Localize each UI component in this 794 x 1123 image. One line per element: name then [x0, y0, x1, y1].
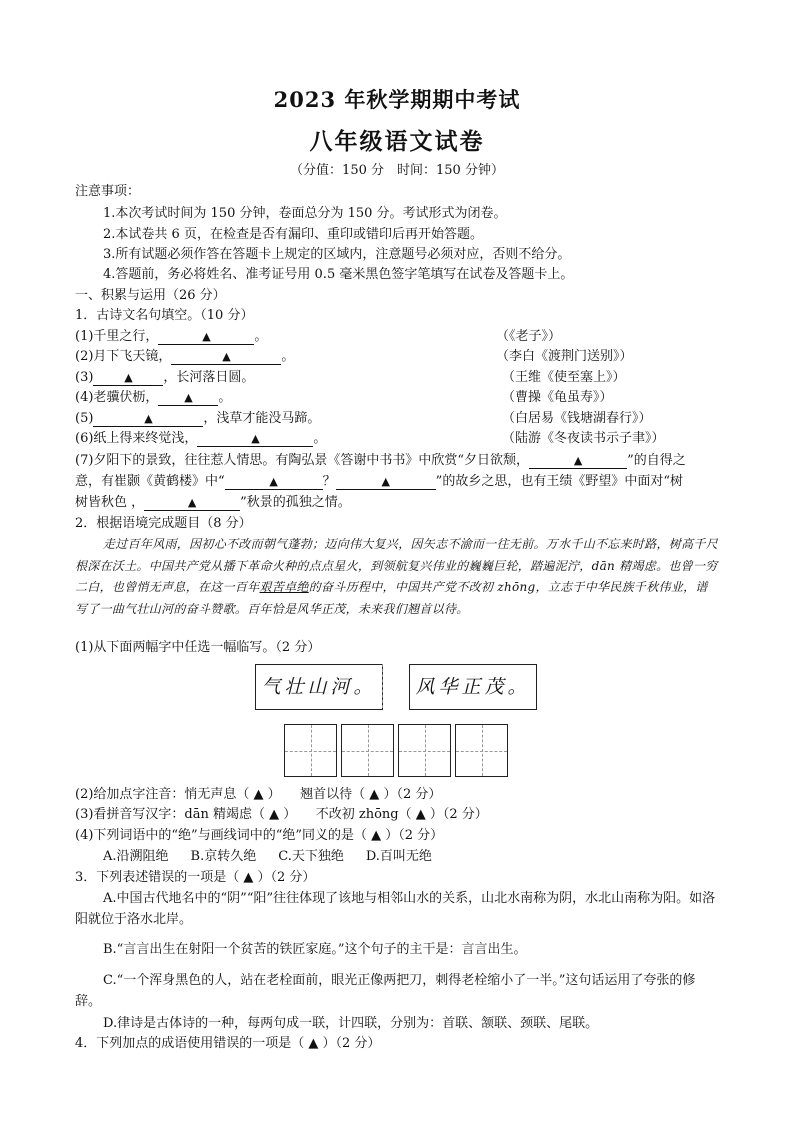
copy-grid: [284, 724, 508, 777]
note-item-1: 1.本次考试时间为 150 分钟，卷面总分为 150 分。考试形式为闭卷。: [103, 206, 507, 221]
underlined-word: 艰苦卓绝: [259, 580, 309, 594]
q3-option-b: B.“言言出生在射阳一个贫苦的铁匠家庭。”这个句子的主干是：言言出生。: [103, 942, 527, 957]
q1-item-7-line3: 树皆秋色 ， ▲ ”秋景的孤独之情。: [75, 495, 351, 510]
grid-cell: [341, 724, 394, 777]
q1-source-5: （白居易《钱塘湖春行》）: [502, 411, 652, 426]
q1-item-7-line1: (7)夕阳下的景致，往往惹人情思。有陶弘景《答谢中书书》中欣赏“夕日欲颓， ▲ ”的自得之: [75, 453, 686, 468]
section-1-title: 一、积累与运用（26 分）: [75, 288, 226, 303]
question-2-title: 2．根据语境完成题目（8 分）: [75, 516, 252, 531]
answer-blank: ▲: [158, 390, 218, 406]
note-item-3: 3.所有试题必须作答在答题卡上规定的区域内，注意题号必须对应，否则不给分。: [103, 247, 571, 262]
q2-sub-1: (1)从下面两幅字中任选一幅临写。（2 分）: [75, 640, 321, 655]
note-item-4: 4.答题前，务必将姓名、准考证号用 0.5 毫米黑色签字笔填写在试卷及答题卡上。: [103, 267, 574, 282]
q1-source-3: （王维《使至塞上》）: [502, 370, 626, 385]
calligraphy-sample-left: 气壮山河。: [255, 664, 383, 710]
grid-cell: [455, 724, 508, 777]
q1-item-1: (1)千里之行， ▲ 。: [75, 329, 268, 344]
q1-item-6: (6)纸上得来终觉浅， ▲ 。: [75, 431, 327, 446]
answer-blank: ▲: [171, 349, 281, 365]
q2-passage: 走过百年风雨，因初心不改而朝气蓬勃；迈向伟大复兴，因矢志不渝而一往无前。万水千山不忘来时路，树高千尺根深在沃土。中国共产党从播下革命火种的点点星火，到领航复兴伟业的巍巍巨轮，踏遍泥泞，dān 精竭虑。也曾一穷二白，也曾悄无声息，在这一百年艰苦卓绝的奋斗历程中，中国共产党不改初 zhōng，立志于中华民族千秋伟业，谱写了一曲气壮山河的奋斗赞歌。百年恰是风华正茂，未来我们翘首以待。: [75, 537, 719, 616]
grid-cell: [284, 724, 337, 777]
exam-title: 2023 年秋学期期中考试: [273, 87, 521, 112]
note-item-2: 2.本试卷共 6 页，在检查是否有漏印、重印或错印后再开始答题。: [103, 227, 483, 242]
answer-blank: ▲: [144, 495, 240, 511]
q2-sub-2: (2)给加点字注音：悄无声息（ ▲ ） 翘首以待（ ▲ ）（2 分）: [75, 787, 442, 802]
grid-cell: [398, 724, 451, 777]
answer-blank: ▲: [529, 453, 627, 469]
answer-blank: ▲: [93, 370, 163, 386]
q3-option-a: A.中国古代地名中的“阴”“阳”往往体现了该地与相邻山水的关系，山北水南称为阴，水北山南称为阳。如洛阳就位于洛水北岸。: [75, 891, 716, 927]
q2-sub-4: (4)下列词语中的“绝”与画线词中的“绝”同义的是（ ▲ ）（2 分）: [75, 828, 444, 843]
q1-source-1: （《老子》）: [496, 329, 562, 344]
q2-sub-3: (3)看拼音写汉字：dān 精竭虑（ ▲ ） 不改初 zhōng（ ▲ ）（2 分）: [75, 807, 488, 822]
answer-blank: ▲: [336, 474, 436, 490]
answer-blank: ▲: [197, 431, 313, 447]
option-c: C.天下独绝: [278, 849, 344, 864]
question-3-title: 3．下列表述错误的一项是（ ▲ ）（2 分）: [75, 870, 316, 885]
q1-item-7-line2: 意，有崔颢《黄鹤楼》中“ ▲ ？ ▲ ”的故乡之思，也有王绩《野望》中面对“树: [75, 474, 683, 489]
notes-label: 注意事项：: [75, 184, 141, 199]
option-d: D.百叫无绝: [365, 849, 432, 864]
question-4-title: 4．下列加点的成语使用错误的一项是（ ▲ ）（2 分）: [75, 1036, 381, 1051]
q2-sub-4-options: [103, 848, 454, 866]
q1-source-2: （李白《渡荆门送别》）: [496, 349, 633, 364]
answer-blank: ▲: [93, 411, 203, 427]
q3-option-d: D.律诗是古体诗的一种，每两句成一联，计四联，分别为：首联、颔联、颈联、尾联。: [103, 1016, 599, 1031]
score-time-info: （分值：150 分 时间：150 分钟）: [290, 163, 504, 178]
option-b: B.京转久绝: [190, 849, 257, 864]
q1-source-6: （陆游《冬夜读书示子聿》）: [502, 431, 665, 446]
calligraphy-sample-right: 风华正茂。: [409, 664, 537, 710]
answer-blank: ▲: [225, 474, 323, 490]
q1-item-4: (4)老骥伏枥， ▲ 。: [75, 390, 232, 405]
q1-item-3: (3) ▲ ，长河落日圆。: [75, 370, 255, 385]
q1-item-5: (5) ▲ ，浅草才能没马蹄。: [75, 411, 321, 426]
q1-source-4: （曹操《龟虽寿》）: [502, 390, 613, 405]
answer-blank: ▲: [158, 329, 254, 345]
exam-subtitle: 八年级语文试卷: [309, 128, 485, 155]
question-1-title: 1．古诗文名句填空。（10 分）: [75, 308, 254, 323]
calligraphy-separator: [382, 664, 410, 708]
option-a: A.沿溯阻绝: [103, 849, 169, 864]
q1-item-2: (2)月下飞天镜， ▲ 。: [75, 349, 295, 364]
q3-option-c: C.“一个浑身黑色的人，站在老栓面前，眼光正像两把刀，刺得老栓缩小了一半。”这句话运用了夸张的修辞。: [75, 973, 696, 1009]
